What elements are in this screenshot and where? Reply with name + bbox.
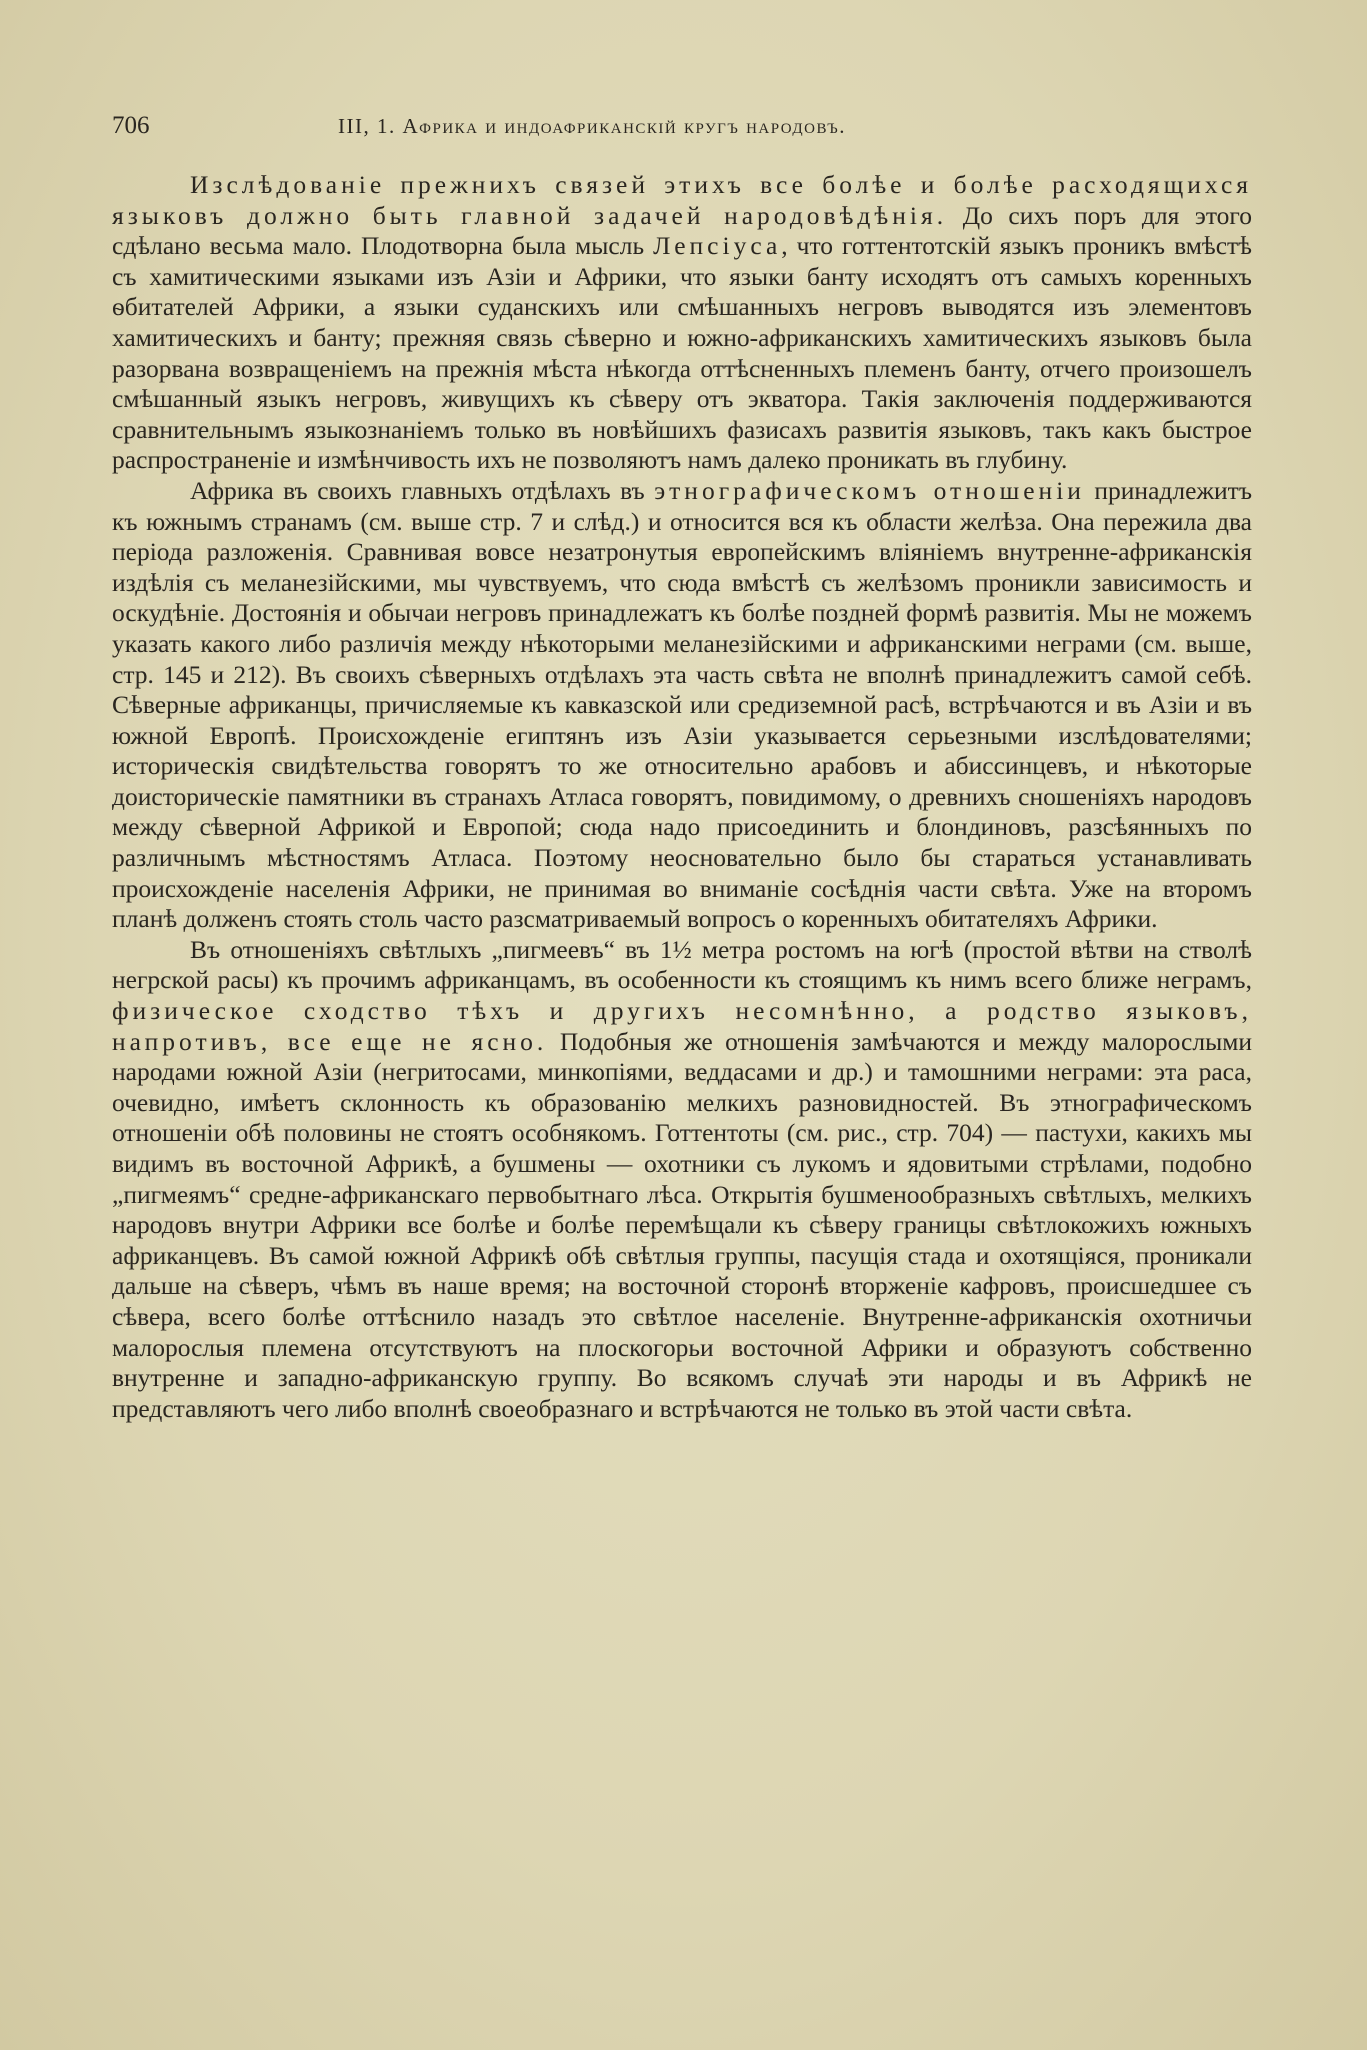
text-run: До сихъ поръ для этого сдѣлано весьма мало. Плодотворна была мысль [112, 200, 1252, 261]
page-number: 706 [112, 112, 150, 139]
running-title: III, 1. Африка и индоафриканскій кругъ народовъ. [338, 114, 846, 138]
emphasized-text: этнографическомъ отношеніи [654, 475, 1085, 505]
paragraph [112, 170, 1252, 476]
emphasized-text: Лепсіуса [653, 231, 782, 261]
text-run: , что готтентотскій языкъ проникъ вмѣстѣ съ хамитическими языками изъ Азіи и Африки, что языки банту исходятъ отъ самыхъ коренныхъ ѳбитателей Африки, а языки суданскихъ или смѣшанныхъ негровъ выводятся изъ элементовъ хамитическихъ и банту; прежняя связь сѣверно и южно-африканскихъ хамитическихъ языковъ была разорвана возвращеніемъ на прежнія мѣста нѣкогда оттѣсненныхъ племенъ банту, отчего произошелъ смѣшанный языкъ негровъ, живущихъ къ сѣверу отъ экватора. Такія заключенія поддерживаются сравнительнымъ языкознаніемъ только въ новѣйшихъ фазисахъ развитія языковъ, такъ какъ быстрое распространеніе и измѣнчивость ихъ не позволяютъ намъ далеко проникать въ глубину. [112, 231, 1253, 475]
paragraph [112, 935, 1252, 1425]
paragraph [112, 476, 1252, 935]
page-header [112, 112, 1252, 142]
emphasized-text: Изслѣдованіе прежнихъ связей этихъ все болѣе и болѣе расходящихся языковъ должно быть главной задачей народовѣдѣнія. [112, 170, 1252, 230]
body-text [112, 170, 1252, 1424]
text-run: Подобныя же отношенія замѣчаются и между малорослыми народами южной Азіи (негритосами, минкопіями, веддасами и др.) и тамошними неграми: эта раса, очевидно, имѣетъ склонность къ образованію мелкихъ разновидностей. Въ этнографическомъ отношеніи обѣ половины не стоятъ особнякомъ. Готтентоты (см. рис., стр. 704) — пастухи, какихъ мы видимъ въ восточной Африкѣ, а бушмены — охотники съ лукомъ и ядовитыми стрѣлами, подобно „пигмеямъ“ средне-африканскаго первобытнаго лѣса. Открытія бушменообразныхъ свѣтлыхъ, мелкихъ народовъ внутри Африки все болѣе и болѣе перемѣщали къ сѣверу границы свѣтлокожихъ южныхъ африканцевъ. Въ самой южной Африкѣ обѣ свѣтлыя группы, пасущія стада и охотящіяся, проникали дальше на сѣверъ, чѣмъ въ наше время; на восточной сторонѣ вторженіе кафровъ, происшедшее съ сѣвера, всего болѣе оттѣснило назадъ это свѣтлое населеніе. Внутренне-африканскія охотничьи малорослыя племена отсутствуютъ на плоскогорьи восточной Африки и образуютъ собственно внутренне и западно-африканскую группу. Во всякомъ случаѣ эти народы и въ Африкѣ не представляютъ чего либо вполнѣ своеобразнаго и встрѣчаются не только въ этой части свѣта. [112, 1026, 1253, 1423]
emphasized-text: физическое сходство тѣхъ и другихъ несомнѣнно, а родство языковъ, напротивъ, все еще не ясно. [112, 996, 1252, 1056]
text-run: Въ отношеніяхъ свѣтлыхъ „пигмеевъ“ въ 1½ метра ростомъ на югѣ (простой вѣтви на стволѣ негрской расы) къ прочимъ африканцамъ, въ особенности къ стоящимъ къ нимъ всего ближе неграмъ, [112, 934, 1252, 995]
text-run: принадлежитъ къ южнымъ странамъ (см. выше стр. 7 и слѣд.) и относится вся къ области желѣза. Она пережила два періода разложенія. Сравнивая вовсе незатронутыя европейскимъ вліяніемъ внутренне-африканскія издѣлія съ меланезійскими, мы чувствуемъ, что сюда вмѣстѣ съ желѣзомъ проникли зависимость и оскудѣніе. Достоянія и обычаи негровъ принадлежатъ къ болѣе поздней формѣ развитія. Мы не можемъ указать какого либо различія между нѣкоторыми меланезійскими и африканскими неграми (см. выше, стр. 145 и 212). Въ своихъ сѣверныхъ отдѣлахъ эта часть свѣта не вполнѣ принадлежитъ самой себѣ. Сѣверные африканцы, причисляемые къ кавказской или средиземной расѣ, встрѣчаются и въ Азіи и въ южной Европѣ. Происхожденіе египтянъ изъ Азіи указывается серьезными изслѣдователями; историческія свидѣтельства говорятъ то же относительно арабовъ и абиссинцевъ, и нѣкоторые доисторическіе памятники въ странахъ Атласа говорятъ, повидимому, о древнихъ сношеніяхъ народовъ между сѣверной Африкой и Европой; сюда надо присоединить и блондиновъ, разсѣянныхъ по различнымъ мѣстностямъ Атласа. Поэтому неосновательно было бы стараться устанавливать происхожденіе населенія Африки, не принимая во вниманіе сосѣднія части свѣта. Уже на второмъ планѣ долженъ стоять столь часто разсматриваемый вопросъ о коренныхъ обитателяхъ Африки. [112, 475, 1253, 934]
text-run: Африка въ своихъ главныхъ отдѣлахъ въ [190, 475, 655, 505]
